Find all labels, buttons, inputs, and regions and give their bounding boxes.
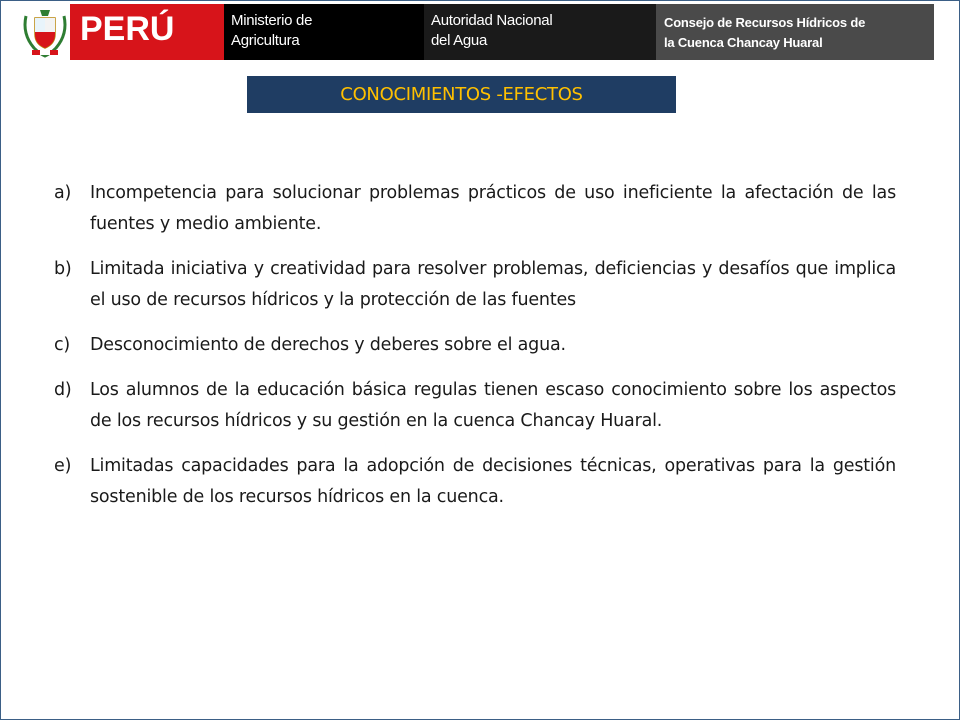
list-item <box>54 330 896 361</box>
list-item-text: Incompetencia para solucionar problemas prácticos de uso ineficiente la afectación de las fuentes y medio ambiente. <box>90 183 896 234</box>
coat-of-arms-icon <box>20 4 70 60</box>
country-name: PERÚ <box>80 10 175 48</box>
council-line-1: Consejo de Recursos Hídricos de <box>664 15 866 30</box>
council-line-2: la Cuenca Chancay Huaral <box>664 35 823 50</box>
section-title: CONOCIMIENTOS -EFECTOS <box>340 84 583 105</box>
council-block <box>656 4 934 60</box>
authority-line-2: del Agua <box>431 32 487 49</box>
ministry-line-2: Agricultura <box>231 32 300 49</box>
list-marker: c) <box>54 335 71 355</box>
list-item-text: Los alumnos de la educación básica regulas tienen escaso conocimiento sobre los aspectos de los recursos hídricos y su gestión en la cuenca Chancay Huaral. <box>90 380 896 431</box>
list-item-text: Limitadas capacidades para la adopción de decisiones técnicas, operativas para la gestión sostenible de los recursos hídricos en la cuenca. <box>90 456 896 507</box>
effects-list <box>54 178 896 527</box>
peru-logo-block <box>70 4 224 60</box>
section-title-bar <box>247 76 676 113</box>
list-marker: d) <box>54 380 72 400</box>
list-marker: e) <box>54 456 72 476</box>
list-item <box>54 254 896 316</box>
list-item-text: Limitada iniciativa y creatividad para resolver problemas, deficiencias y desafíos que implica el uso de recursos hídricos y la protección de las fuentes <box>90 259 896 310</box>
authority-line-1: Autoridad Nacional <box>431 12 553 29</box>
water-authority-block <box>424 4 656 60</box>
list-marker: b) <box>54 259 72 279</box>
header-banner <box>20 4 934 60</box>
list-marker: a) <box>54 183 72 203</box>
list-item-text: Desconocimiento de derechos y deberes sobre el agua. <box>90 335 566 355</box>
list-item <box>54 451 896 513</box>
list-item <box>54 375 896 437</box>
list-item <box>54 178 896 240</box>
ministry-line-1: Ministerio de <box>231 12 313 29</box>
ministry-block <box>224 4 424 60</box>
